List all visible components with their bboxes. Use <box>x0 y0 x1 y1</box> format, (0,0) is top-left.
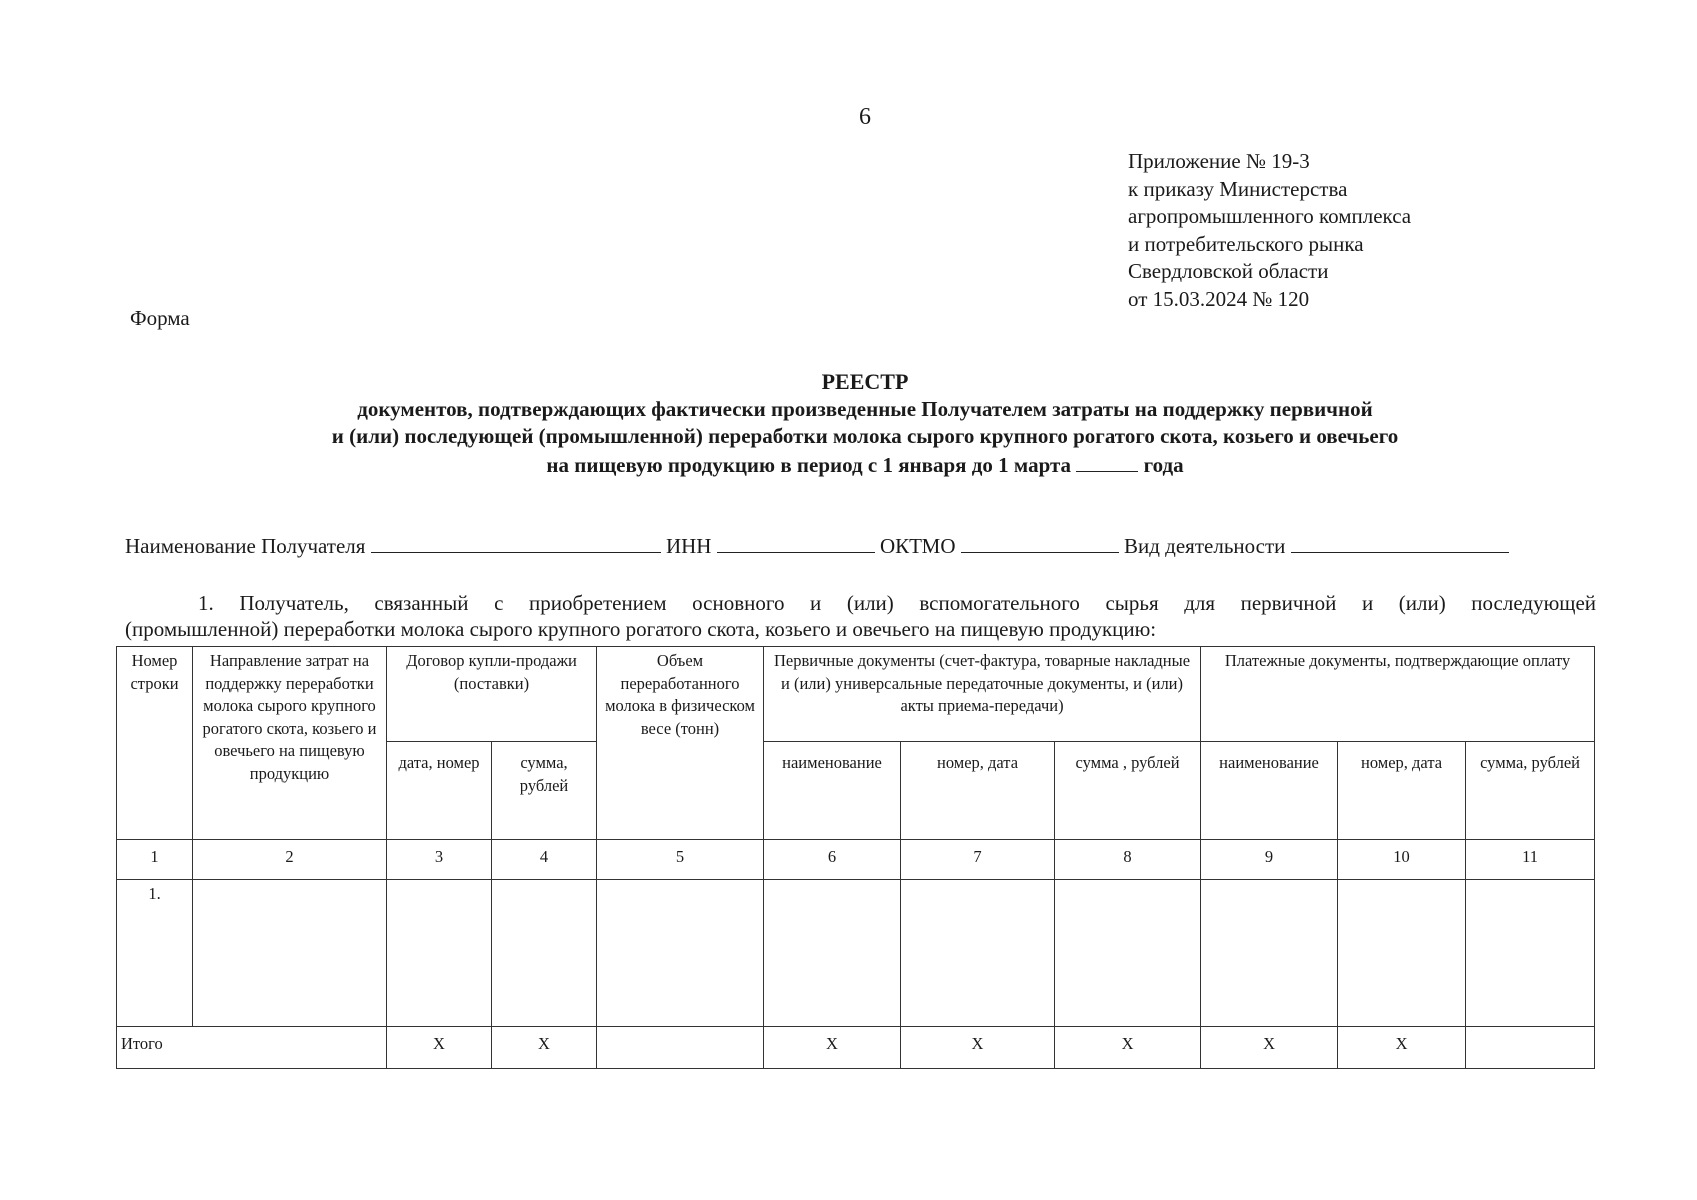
total-label: Итого <box>117 1027 387 1069</box>
subheader-payment-number: номер, дата <box>1338 742 1466 840</box>
header-row-number: Номер строки <box>117 647 193 840</box>
title-line-text: на пищевую продукцию в период с 1 января до 1 марта <box>546 452 1072 477</box>
total-cell[interactable] <box>1466 1027 1595 1069</box>
total-row <box>117 1027 1595 1069</box>
total-cell: X <box>387 1027 492 1069</box>
section-paragraph <box>125 590 1596 642</box>
subheader-primary-name: наименование <box>764 742 901 840</box>
column-number: 6 <box>764 840 901 880</box>
total-cell: X <box>901 1027 1055 1069</box>
table-cell[interactable] <box>492 880 597 1027</box>
appendix-line: от 15.03.2024 № 120 <box>1128 286 1310 311</box>
title-line: и (или) последующей (промышленной) переработки молока сырого крупного рогатого скота, козьего и овечьего <box>331 424 1399 448</box>
header-contract: Договор купли-продажи (поставки) <box>387 647 597 742</box>
inn-field[interactable] <box>717 532 875 553</box>
title-line: документов, подтверждающих фактически произведенные Получателем затраты на поддержку первичной <box>357 396 1373 421</box>
table-cell[interactable] <box>764 880 901 1027</box>
row-number-cell: 1. <box>117 880 193 1027</box>
column-number: 2 <box>193 840 387 880</box>
total-cell: X <box>764 1027 901 1069</box>
table-cell[interactable] <box>1055 880 1201 1027</box>
activity-label: Вид деятельности <box>1124 534 1286 558</box>
header-direction: Направление затрат на поддержку переработки молока сырого крупного рогатого скота, козьего и овечьего на пищевую продукцию <box>193 647 387 840</box>
column-number: 7 <box>901 840 1055 880</box>
appendix-line: агропромышленного комплекса <box>1128 204 1412 228</box>
appendix-block <box>1128 148 1411 313</box>
table-row <box>117 880 1595 1027</box>
column-number: 9 <box>1201 840 1338 880</box>
title-line-suffix: года <box>1143 452 1184 477</box>
paragraph-line: 1. Получатель, связанный с приобретением основного и (или) вспомогательного сырья для первичной и (или) последующей <box>198 591 1596 615</box>
document-title <box>120 368 1610 479</box>
total-cell: X <box>1201 1027 1338 1069</box>
column-number: 8 <box>1055 840 1201 880</box>
appendix-line: Свердловской области <box>1128 259 1329 283</box>
title-line-year <box>120 451 1610 480</box>
total-cell: X <box>1338 1027 1466 1069</box>
paragraph-line: (промышленной) переработки молока сырого крупного рогатого скота, козьего и овечьего на пищевую продукцию: <box>125 617 1157 641</box>
header-volume: Объем переработанного молока в физическом весе (тонн) <box>597 647 764 840</box>
form-label: Форма <box>130 306 190 330</box>
page-number: 6 <box>859 104 871 130</box>
header-primary-docs: Первичные документы (счет-фактура, товарные накладные и (или) универсальные передаточные документы, и (или) акты приема-передачи) <box>764 647 1201 742</box>
subheader-primary-sum: сумма , рублей <box>1055 742 1201 840</box>
column-number: 10 <box>1338 840 1466 880</box>
inn-label: ИНН <box>665 534 712 558</box>
subheader-payment-sum: сумма, рублей <box>1466 742 1595 840</box>
table-cell[interactable] <box>387 880 492 1027</box>
title-heading: РЕЕСТР <box>821 369 909 394</box>
total-cell: X <box>492 1027 597 1069</box>
subheader-contract-sum: сумма, рублей <box>492 742 597 840</box>
appendix-line: Приложение № 19-3 <box>1128 149 1310 173</box>
table-header-row <box>117 647 1595 742</box>
table-cell[interactable] <box>1466 880 1595 1027</box>
column-number: 3 <box>387 840 492 880</box>
activity-field[interactable] <box>1291 532 1509 553</box>
column-number: 4 <box>492 840 597 880</box>
header-payment-docs: Платежные документы, подтверждающие оплату <box>1201 647 1595 742</box>
column-number: 1 <box>117 840 193 880</box>
oktmo-label: ОКТМО <box>879 534 956 558</box>
oktmo-field[interactable] <box>961 532 1119 553</box>
appendix-line: к приказу Министерства <box>1128 176 1348 201</box>
recipient-name-field[interactable] <box>371 532 661 553</box>
column-number: 11 <box>1466 840 1595 880</box>
table-cell[interactable] <box>901 880 1055 1027</box>
column-number-row <box>117 840 1595 880</box>
total-cell: X <box>1055 1027 1201 1069</box>
column-number: 5 <box>597 840 764 880</box>
table-cell[interactable] <box>1201 880 1338 1027</box>
subheader-primary-number: номер, дата <box>901 742 1055 840</box>
appendix-line: и потребительского рынка <box>1128 231 1364 256</box>
registry-table <box>116 646 1595 1069</box>
table-cell[interactable] <box>1338 880 1466 1027</box>
table-cell[interactable] <box>193 880 387 1027</box>
subheader-contract-date: дата, номер <box>387 742 492 840</box>
recipient-fields <box>125 532 1509 559</box>
subheader-payment-name: наименование <box>1201 742 1338 840</box>
year-blank-field[interactable] <box>1076 451 1138 472</box>
table-cell[interactable] <box>597 880 764 1027</box>
total-cell[interactable] <box>597 1027 764 1069</box>
recipient-name-label: Наименование Получателя <box>125 534 366 558</box>
